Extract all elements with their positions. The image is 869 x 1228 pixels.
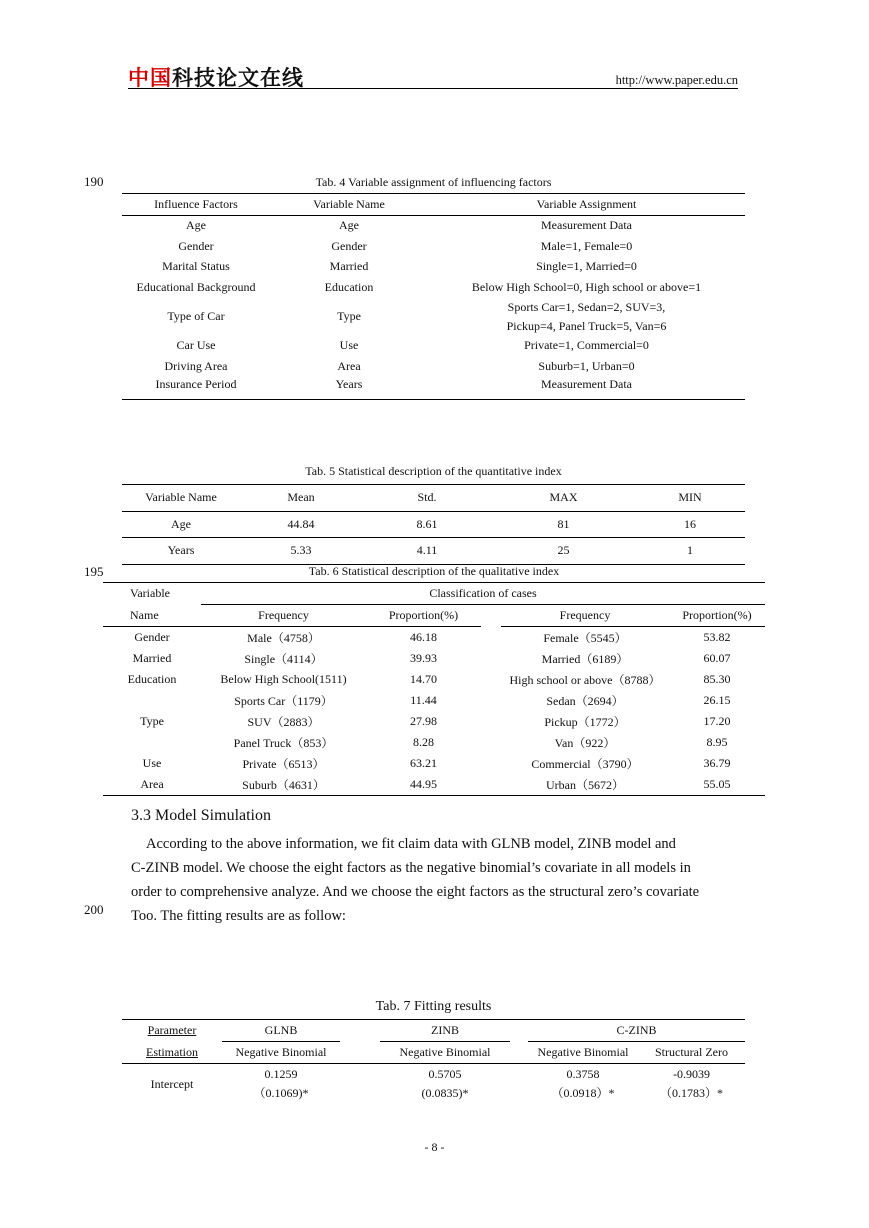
table-cell: 44.95: [366, 774, 481, 796]
table-row: [122, 215, 745, 236]
table6-header-variable: Variable: [103, 583, 201, 605]
table7-subheader-cell: Structural Zero: [638, 1042, 745, 1064]
table-cell-se: （0.1783）*: [659, 1086, 723, 1100]
section-heading: 3.3 Model Simulation: [131, 807, 271, 824]
table-gap: [340, 1042, 380, 1064]
table4-header-row: [122, 194, 745, 216]
table-cell: 8.95: [706, 735, 728, 749]
line-number-200: 200: [84, 902, 104, 917]
table-row: [122, 356, 745, 377]
table6-header-classification: Classification of cases: [201, 583, 765, 605]
table7-header-parameter: [122, 1020, 222, 1042]
table7-header-model: GLNB: [222, 1020, 340, 1042]
table-cell: Measurement Data: [541, 218, 632, 233]
table-row: [103, 732, 765, 753]
table-cell: Area: [337, 358, 361, 373]
table5-header-row: [122, 485, 745, 512]
table-cell: Private（6513）: [242, 757, 325, 771]
table-cell: 39.93: [410, 651, 437, 665]
table6-subheader-cell: Frequency: [201, 605, 366, 627]
table4: [122, 193, 745, 400]
table-cell: Sports Car（1179）: [234, 694, 333, 708]
table5-header-cell: Variable Name: [122, 485, 240, 512]
table-gap: [510, 1064, 528, 1105]
table-cell: Suburb（4631）: [201, 774, 366, 796]
line-number-190: 190: [84, 174, 104, 189]
table-cell: [103, 690, 201, 711]
header-rule: [128, 88, 738, 89]
line-number-195: 195: [84, 564, 104, 579]
table-cell-multiline: [380, 1064, 510, 1105]
table-cell-line: Pickup=4, Panel Truck=5, Van=6: [506, 318, 667, 333]
table-cell: Type of Car: [167, 309, 225, 323]
table-cell-se: (0.0835)*: [421, 1086, 469, 1100]
paragraph-line: order to comprehensive analyze. And we choose the eight factors as the structural zero’s covariate: [131, 884, 700, 900]
table-cell: 17.20: [703, 714, 731, 728]
paragraph-line: Too. The fitting results are as follow:: [131, 908, 346, 924]
table5-header-cell: Mean: [240, 485, 362, 512]
table-row: [103, 711, 765, 732]
table-cell: 8.28: [413, 735, 434, 749]
table4-header-cell: Variable Assignment: [428, 194, 745, 216]
table5-header-cell: Std.: [362, 485, 492, 512]
table-gap: [481, 711, 501, 732]
table-cell: 63.21: [410, 756, 437, 770]
table7-caption: Tab. 7 Fitting results: [375, 999, 492, 1014]
table-gap: [340, 1020, 380, 1042]
table-cell-multiline: [428, 298, 745, 336]
table-row: [122, 336, 745, 357]
table7-header-row: [122, 1020, 745, 1042]
table-cell: 44.84: [240, 511, 362, 538]
table-cell: Male（4758）: [247, 631, 320, 645]
table5-caption: Tab. 5 Statistical description of the quantitative index: [305, 464, 562, 478]
table7-header-model: ZINB: [380, 1020, 510, 1042]
table-cell: Urban（5672）: [501, 774, 669, 796]
table-cell: Educational Background: [136, 279, 256, 294]
table-row: [103, 669, 765, 690]
table-cell: Married: [329, 259, 369, 274]
table4-header-cell: Variable Name: [270, 194, 428, 216]
table-row: [103, 648, 765, 669]
table-row: [103, 690, 765, 711]
table-cell: Pickup（1772）: [544, 715, 626, 729]
table-cell: Intercept: [150, 1076, 194, 1091]
table-cell: Marital Status: [162, 259, 230, 274]
table-cell: Male=1, Female=0: [540, 238, 633, 253]
table-cell: Measurement Data: [428, 377, 745, 400]
table-cell: 60.07: [703, 651, 731, 665]
table-cell: High school or above（8788）: [509, 673, 661, 687]
table7-subheader-cell: Negative Binomial: [380, 1042, 510, 1064]
table-cell: Car Use: [176, 338, 216, 353]
table-cell-value: 0.3758: [566, 1067, 600, 1081]
table-gap: [481, 690, 501, 711]
table-cell: Education: [127, 672, 177, 686]
table6: [103, 582, 765, 796]
table-cell-multiline: [638, 1064, 745, 1105]
table-cell-se: （0.1069)*: [253, 1086, 309, 1100]
table-gap: [510, 1020, 528, 1042]
table-cell: 27.98: [410, 714, 437, 728]
table-cell: 25: [492, 538, 635, 565]
table-row: [122, 236, 745, 257]
table-gap: [481, 774, 501, 796]
table-gap: [481, 732, 501, 753]
table7-header-model: C-ZINB: [528, 1020, 745, 1042]
table-row: [122, 1064, 745, 1105]
table-cell: 53.82: [703, 630, 731, 644]
table-cell: Age: [186, 218, 206, 233]
table7-estimation-label: Estimation: [146, 1044, 198, 1059]
table-row: [103, 627, 765, 649]
table-row: [103, 753, 765, 774]
table-cell: Insurance Period: [122, 377, 270, 400]
table-row: [122, 538, 745, 565]
table-cell: Female（5545）: [543, 631, 627, 645]
paragraph-line: According to the above information, we fit claim data with GLNB model, ZINB model and: [146, 836, 676, 852]
table6-subheader-cell: Frequency: [501, 605, 669, 627]
table6-header-row: [103, 583, 765, 605]
table7: [122, 1019, 745, 1104]
table-cell: Gender: [331, 238, 367, 253]
table-cell: Married: [132, 651, 172, 665]
table7-subheader-cell: Negative Binomial: [528, 1042, 638, 1064]
table-gap: [481, 648, 501, 669]
table-gap: [481, 669, 501, 690]
table6-header-name: Name: [103, 605, 201, 627]
table4-header-cell: Influence Factors: [122, 194, 270, 216]
table-row: [122, 257, 745, 278]
header-url[interactable]: http://www.paper.edu.cn: [615, 73, 738, 87]
table-gap: [510, 1042, 528, 1064]
table-cell: 14.70: [410, 672, 437, 686]
table-cell: 85.30: [703, 672, 731, 686]
table-cell-value: 0.1259: [264, 1067, 298, 1081]
table-gap: [340, 1064, 380, 1105]
table-cell: Sedan（2694）: [546, 694, 624, 708]
table7-subheader-row: [122, 1042, 745, 1064]
table-cell: Suburb=1, Urban=0: [538, 358, 635, 373]
table6-subheader-cell: Proportion(%): [366, 605, 481, 627]
table-cell: 16: [635, 511, 745, 538]
table-cell: Age: [339, 218, 359, 233]
table-cell: Years: [270, 377, 428, 400]
table-cell: Area: [103, 774, 201, 796]
table-cell: Below High School(1511): [220, 672, 347, 686]
table-gap: [481, 753, 501, 774]
table-cell: Private=1, Commercial=0: [524, 338, 649, 353]
table7-header-estimation: [122, 1042, 222, 1064]
table-cell: Commercial（3790）: [531, 757, 639, 771]
table-cell-multiline: [222, 1064, 340, 1105]
table-cell: 55.05: [669, 774, 765, 796]
table-cell: Years: [122, 538, 240, 565]
table-cell: Single（4114）: [244, 652, 323, 666]
table6-caption: Tab. 6 Statistical description of the qualitative index: [308, 564, 560, 578]
table-cell-multiline: [528, 1064, 638, 1105]
logo-red-text: 中国: [128, 66, 172, 90]
table-cell: Van（922）: [554, 736, 616, 750]
table-cell: Below High School=0, High school or above=1: [471, 279, 702, 294]
table-cell: 5.33: [240, 538, 362, 565]
table-cell: Driving Area: [164, 358, 228, 373]
table-cell: Panel Truck（853）: [233, 736, 334, 750]
table-cell-value: -0.9039: [673, 1067, 710, 1081]
table-cell: Gender: [178, 238, 214, 253]
table5-header-cell: MAX: [492, 485, 635, 512]
table-row: [122, 377, 745, 400]
table-cell-line: Sports Car=1, Sedan=2, SUV=3,: [507, 299, 666, 314]
table-cell: [103, 732, 201, 753]
table-cell: 4.11: [362, 538, 492, 565]
page-number: - 8 -: [424, 1140, 445, 1154]
table7-param-label: Parameter: [147, 1023, 197, 1038]
table-gap: [481, 627, 501, 649]
table-row: [103, 774, 765, 796]
table5: [122, 484, 745, 565]
table-cell: 26.15: [703, 693, 731, 707]
table-cell: 36.79: [703, 756, 731, 770]
table-cell: Gender: [134, 630, 170, 644]
table5-header-cell: MIN: [635, 485, 745, 512]
logo-black-text: 科技论文在线: [172, 66, 304, 90]
paragraph-line: C-ZINB model. We choose the eight factors as the negative binomial’s covariate in all models in: [131, 860, 691, 876]
table-cell: 81: [492, 511, 635, 538]
table-cell: Education: [324, 279, 374, 294]
table-row: [122, 511, 745, 538]
table-cell: Type: [337, 309, 361, 323]
table-cell: 1: [635, 538, 745, 565]
table-cell: 46.18: [410, 630, 437, 644]
table-cell: Married（6189）: [541, 652, 629, 666]
table-row: [122, 298, 745, 336]
table-cell: SUV（2883）: [247, 715, 320, 729]
table7-subheader-cell: Negative Binomial: [222, 1042, 340, 1064]
table-cell-value: 0.5705: [428, 1067, 462, 1081]
table4-caption: Tab. 4 Variable assignment of influencing factors: [315, 175, 552, 189]
table-row: [122, 277, 745, 298]
table-cell: Single=1, Married=0: [536, 259, 637, 274]
table-cell: Use: [339, 338, 359, 353]
table-cell: 11.44: [410, 693, 437, 707]
table6-subheader-row: [103, 605, 765, 627]
table-cell: Age: [122, 511, 240, 538]
table6-subheader-cell: Proportion(%): [669, 605, 765, 627]
table-cell: Type: [140, 714, 164, 728]
table-cell: Use: [142, 756, 162, 770]
table6-subheader-gap: [481, 605, 501, 627]
table-cell: 8.61: [362, 511, 492, 538]
table-cell-se: （0.0918）*: [551, 1086, 615, 1100]
